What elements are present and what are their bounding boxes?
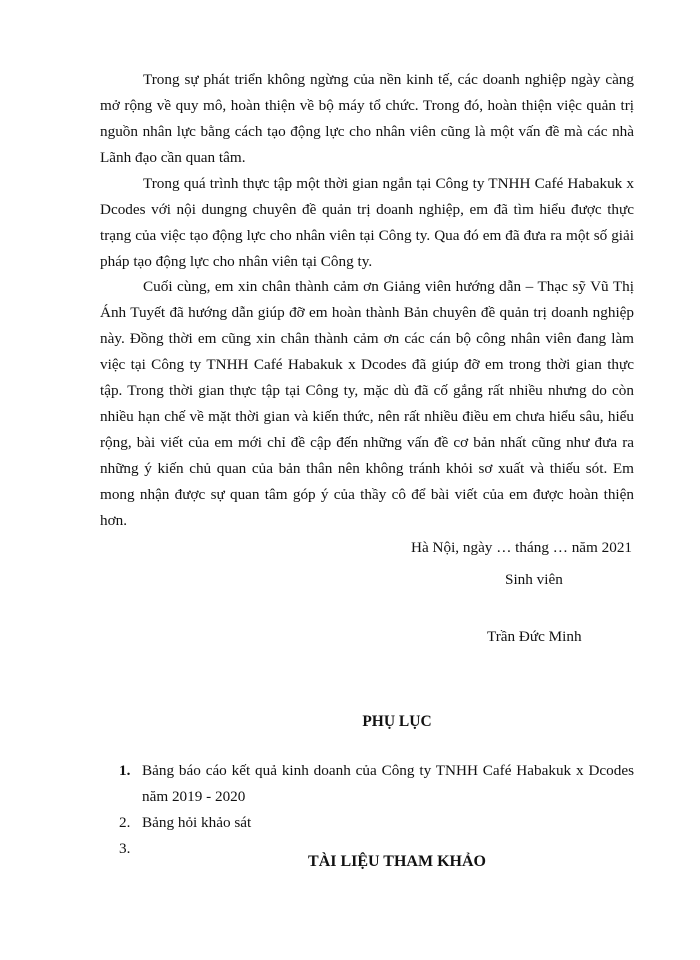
signature-name: Trần Đức Minh	[487, 628, 582, 645]
appendix-item-text: Bảng hỏi khảo sát	[142, 814, 252, 831]
signature-place-date: Hà Nội, ngày … tháng … năm 2021	[411, 539, 633, 556]
intro-paragraph: Trong sự phát triển không ngừng của nền kinh tế, các doanh nghiệp ngày càng mở rộng về quy mô, hoàn thiện về bộ máy tổ chức. Trong đó, hoàn thiện việc quản trị nguồn nhân lực bằng cách tạo động lực cho nhân viên cũng là một vấn đề mà các nhà Lãnh đạo cần quan tâm.	[100, 71, 634, 166]
appendix-list	[100, 758, 634, 862]
appendix-item-text: Bảng báo cáo kết quả kinh doanh của Công ty TNHH Café Habakuk x Dcodes năm 2019 - 2020	[142, 762, 634, 805]
appendix-item	[100, 810, 634, 836]
appendix-heading: PHỤ LỤC	[362, 713, 432, 730]
signature-role: Sinh viên	[505, 571, 563, 588]
appendix-item	[100, 758, 634, 810]
appendix-item-number: 3.	[119, 840, 131, 857]
acknowledgement-paragraph: Cuối cùng, em xin chân thành cảm ơn Giảng viên hướng dẫn – Thạc sỹ Vũ Thị Ánh Tuyết đã hướng dẫn giúp đỡ em hoàn thành Bản chuyên đề quản trị doanh nghiệp này. Đồng thời em cũng xin chân thành cảm ơn các cán bộ công nhân viên đang làm việc tại Công ty TNHH Café Habakuk x Dcodes đã giúp đỡ em trong thời gian thực tập. Trong thời gian thực tập tại Công ty, mặc dù đã cố gắng rất nhiều nhưng do còn nhiều hạn chế về mặt thời gian và kiến thức, nên rất nhiều điều em chưa hiểu sâu, hiểu rộng, bài viết của em mới chỉ đề cập đến những vấn đề cơ bản nhất cũng như đưa ra những ý kiến chủ quan của bản thân nên không tránh khỏi sơ xuất và thiếu sót. Em mong nhận được sự quan tâm góp ý của thầy cô để bài viết của em được hoàn thiện hơn.	[100, 278, 634, 529]
internship-paragraph: Trong quá trình thực tập một thời gian ngắn tại Công ty TNHH Café Habakuk x Dcodes với nội dungng chuyên đề quản trị doanh nghiệp, em đã tìm hiểu được thực trạng của việc tạo động lực cho nhân viên tại Công ty. Qua đó em đã đưa ra một số giải pháp tạo động lực cho nhân viên tại Công ty.	[100, 175, 634, 270]
appendix-item-number: 1.	[119, 762, 131, 779]
references-heading: TÀI LIỆU THAM KHẢO	[308, 853, 486, 870]
appendix-item-number: 2.	[119, 814, 131, 831]
